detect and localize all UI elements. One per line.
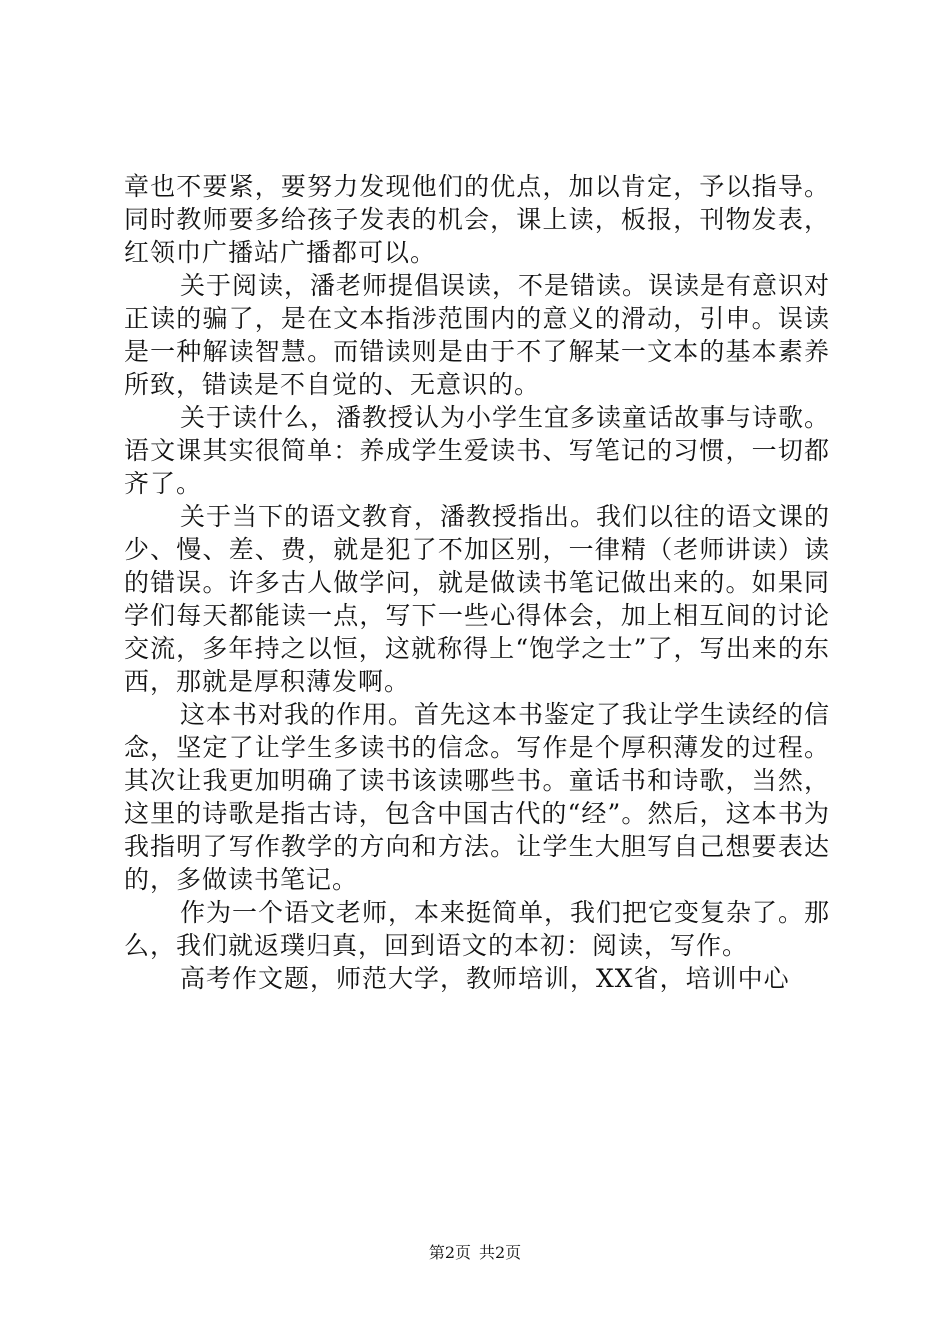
paragraph-chinese-education: 关于当下的语文教育，潘教授指出。我们以往的语文课的少、慢、差、费，就是犯了不加区别，一律精（老师讲读）读的错误。许多古人做学问，就是做读书笔记做出来的。如果同学们每天都能读一点，写下一些心得体会，加上相互间的讨论交流，多年持之以恒，这就称得上“饱学之士”了，写出来的东西，那就是厚积薄发啊。 [124,502,831,696]
paragraph-reading: 关于阅读，潘老师提倡误读，不是错读。误读是有意识对正读的骗了，是在文本指涉范围内的意义的滑动，引申。误读是一种解读智慧。而错读则是由于不了解某一文本的基本素养所致，错读是不自觉的、无意识的。 [124,271,831,399]
paragraph-what-to-read: 关于读什么，潘教授认为小学生宜多读童话故事与诗歌。语文课其实很简单：养成学生爱读书、写笔记的习惯，一切都齐了。 [124,403,831,498]
paragraph-book-effect: 这本书对我的作用。首先这本书鉴定了我让学生读经的信念，坚定了让学生多读书的信念。写作是个厚积薄发的过程。其次让我更加明确了读书该读哪些书。童话书和诗歌，当然，这里的诗歌是指古诗，包含中国古代的“经”。然后，这本书为我指明了写作教学的方向和方法。让学生大胆写自己想要表达的，多做读书笔记。 [124,700,831,894]
page-number: 第2页 [428,1243,471,1262]
paragraph-continuation: 章也不要紧，要努力发现他们的优点，加以肯定，予以指导。同时教师要多给孩子发表的机会，课上读，板报，刊物发表，红领巾广播站广播都可以。 [124,172,830,267]
page-total: 共2页 [479,1243,522,1262]
paragraph-keywords: 高考作文题，师范大学，教师培训，XX省，培训中心 [180,964,790,993]
body-text [124,170,830,995]
page-footer [0,1243,950,1263]
paragraph-conclusion: 作为一个语文老师，本来挺简单，我们把它变复杂了。那么，我们就返璞归真，回到语文的本初：阅读，写作。 [124,898,831,960]
